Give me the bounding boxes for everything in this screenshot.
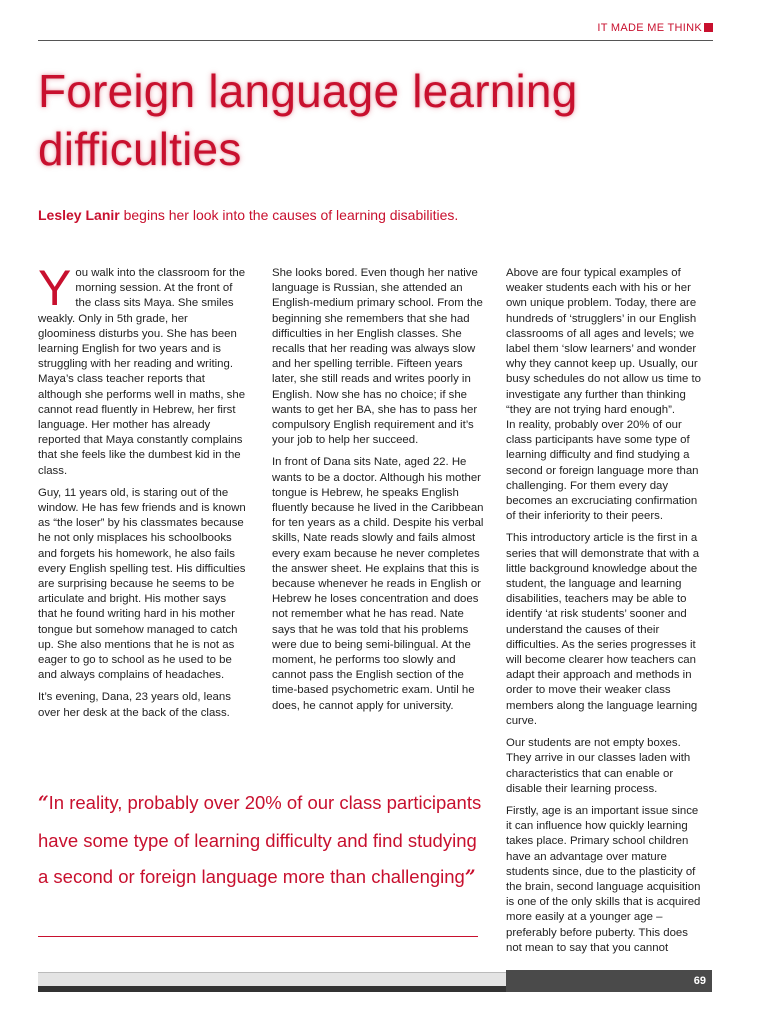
paragraph: It’s evening, Dana, 23 years old, leans over her desk at the back of the class. [38,691,231,719]
page-number: 69 [693,975,706,987]
article-column-1 [38,260,248,728]
paragraph-text: ou walk into the classroom for the morning session. At the front of the class sits Maya. She smiles weakly. Only in 5th grade, her gloominess disturbs you. She has been learning English for two years and is struggling with her reading and writing. Maya’s class teacher reports that although she performs well in maths, she cannot read fluently in Hebrew, her first language. Her mother has already reported that Maya constantly complains that she feels like the dumbest kid in the class. [38,267,246,477]
author-name: Lesley Lanir [38,207,120,223]
article-title: Foreign language learning difficulties [38,65,578,175]
footer-page-tab [506,970,712,992]
section-label: IT MADE ME THINK [597,22,702,34]
standfirst [38,207,728,223]
footer-bar-line [38,986,506,992]
article-column-2 [272,266,484,721]
close-quote-mark: ” [464,867,476,888]
section-marker-square [704,23,713,32]
paragraph: Firstly, age is an important issue since it can influence how quickly learning takes place. Primary school children have an advantage over mature students since, due to the plasticity of the brain, second language acquisition is one of the only skills that is acquired more easily at a younger age – preferably before puberty. This does not mean to say that you cannot [506,804,701,954]
open-quote-mark: “ [38,793,49,814]
pull-quote [38,785,488,897]
paragraph: In reality, probably over 20% of our class participants have some type of learning difficulty and find studying a second or foreign language more than challenging. For them every day becomes an excruciating confirmation of their inferiority to their peers. [506,419,699,523]
paragraph: Our students are not empty boxes. They arrive in our classes laden with characteristics that can enable or disable their learning process. [506,737,691,795]
pull-quote-text: In reality, probably over 20% of our class participants have some type of learning difficulty and find studying a second or foreign language more than challenging [38,792,482,887]
article-column-3 [506,266,706,963]
paragraph: Guy, 11 years old, is staring out of the window. He has few friends and is known as “the loser” by his classmates because he not only misplaces his schoolbooks and forgets his homework, he also fails every English spelling test. His difficulties are surprising because he seems to be articulate and bright. His mother says that he found writing hard in his mother tongue but somehow managed to catch up. She also mentions that he is not as eager to go to school as he used to be and always complains of headaches. [38,486,246,682]
drop-cap: Y [38,260,72,316]
paragraph: In front of Dana sits Nate, aged 22. He wants to be a doctor. Although his mother tongue is Hebrew, he speaks English fluently because he lived in the Caribbean for ten years as a child. Despite his verbal skills, Nate reads slowly and fails almost every exam because he never completes the answer sheet. He explains that this is because whenever he reads in English or Hebrew he loses concentration and does not remember what he has read. Nate says that he was told that his problems were due to being semi-bilingual. At the moment, he performs too slowly and cannot pass the English section of the time-based psychometric exam. Until he does, he cannot apply for university. [272,456,484,712]
paragraph: Above are four typical examples of weaker students each with his or her own unique problem. Today, there are hundreds of ‘strugglers’ in our English classrooms of all ages and levels; we label them ‘slow learners’ and wonder why they cannot keep up. Usually, our busy schedules do not allow us time to investigate any further than thinking “they are not trying hard enough”. [506,267,702,416]
footer-bar [38,972,506,987]
pull-quote-rule [38,936,478,937]
paragraph: This introductory article is the first in a series that will demonstrate that with a little background knowledge about the student, the language and learning disabilities, teachers may be able to identify ‘at risk students’ sooner and understand the causes of their difficulties. As the series progresses it will become clearer how teachers can adapt their approach and methods in order to move their weaker class members along the language learning curve. [506,532,700,727]
standfirst-text: begins her look into the causes of learning disabilities. [123,207,459,223]
paragraph: She looks bored. Even though her native language is Russian, she attended an English-medium primary school. From the beginning she remembers that she had difficulties in her English classes. She recalls that her reading was always slow and her spelling terrible. Fifteen years later, she still reads and writes poorly in English. Now she has no choice; if she wants to get her BA, she has to pass her compulsory English requirement and it’s your job to help her succeed. [272,267,483,447]
header-rule [38,40,713,41]
paragraph [38,260,248,479]
